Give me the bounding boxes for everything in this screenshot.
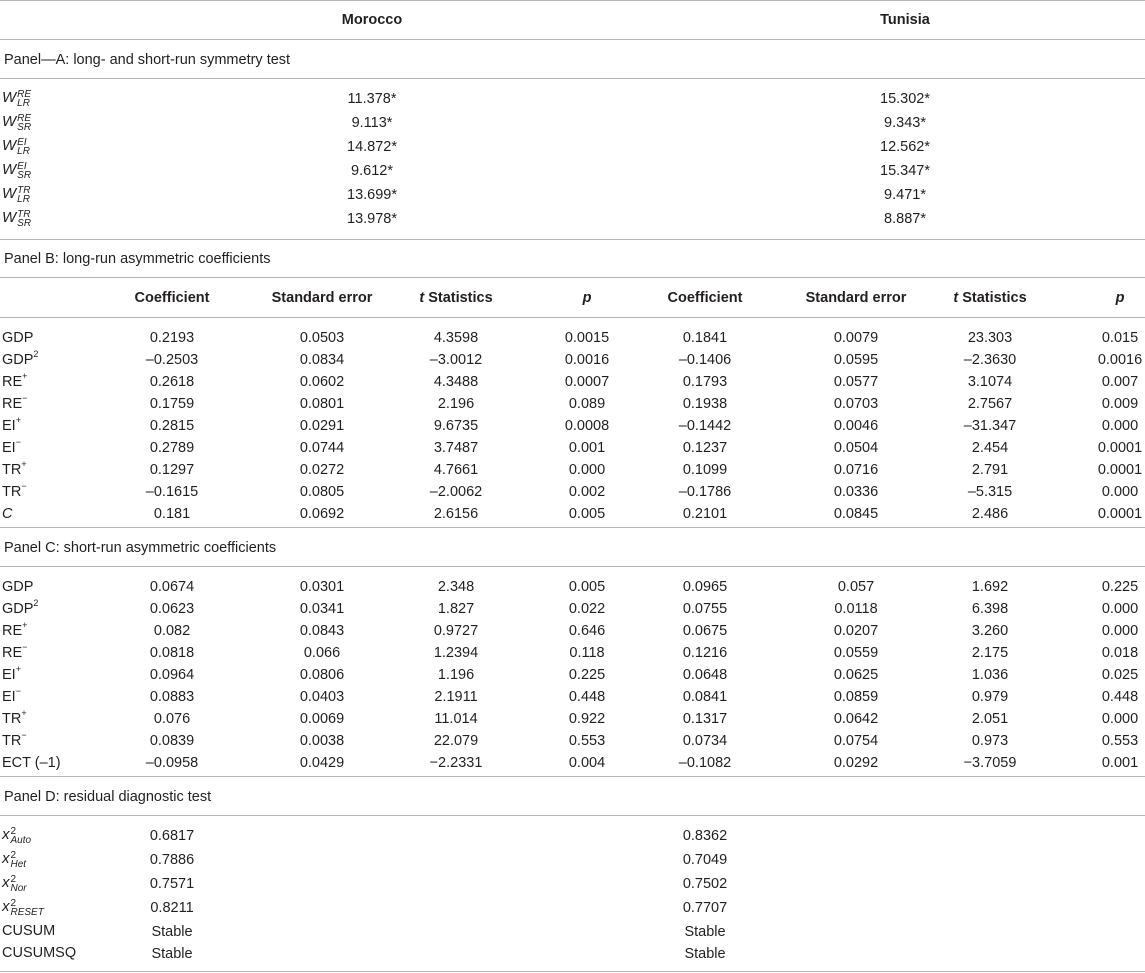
table-cell: 0.000 [568, 462, 606, 478]
table-cell: 0.979 [971, 689, 1009, 705]
table-cell: 0.0336 [833, 484, 879, 500]
value-morocco: 11.378* [347, 91, 397, 107]
row-label-sup: 2 [33, 349, 39, 360]
row-label-sup: + [15, 664, 21, 675]
table-cell: 0.0692 [299, 506, 345, 522]
row-label-text: RE [2, 396, 23, 412]
table-cell: 0.0883 [149, 689, 195, 705]
chi-square-symbol [2, 826, 31, 845]
symmetry-stat-symbol [2, 137, 30, 156]
value-tunisia: 0.7502 [682, 876, 728, 892]
table-cell: 0.022 [568, 601, 606, 617]
table-cell: 0.0015 [564, 330, 610, 346]
table-cell: 0.1841 [682, 330, 728, 346]
table-cell: –3.0012 [429, 352, 483, 368]
table-cell: 6.398 [971, 601, 1009, 617]
chi-square-symbol [2, 850, 26, 869]
row-label-sup: − [22, 393, 28, 404]
table-cell: 0.0038 [299, 733, 345, 749]
table-cell: 0.118 [569, 645, 605, 661]
table-cell: 0.0805 [299, 484, 345, 500]
row-label-text: RE [2, 623, 23, 639]
table-cell: 0.000 [1101, 711, 1139, 727]
symbol-sup: RE [17, 89, 32, 100]
row-label-text: C [2, 506, 13, 522]
row-label [2, 644, 27, 662]
rule-panel-c-top [0, 527, 1145, 528]
table-cell: 4.7661 [433, 462, 479, 478]
row-label-sup: − [15, 437, 21, 448]
table-cell: 0.0625 [833, 667, 879, 683]
value-tunisia: Stable [684, 946, 726, 962]
table-cell: 0.0207 [833, 623, 879, 639]
value-morocco: 13.699* [347, 187, 397, 203]
table-cell: 0.1759 [149, 396, 195, 412]
table-cell: 0.0674 [149, 579, 195, 595]
symbol-x: x [2, 850, 10, 867]
table-cell: 0.0118 [834, 601, 878, 617]
rule-panel-b-top [0, 239, 1145, 240]
value-morocco: 9.113* [351, 115, 393, 131]
value-morocco: 9.612* [351, 163, 393, 179]
table-cell: 22.079 [433, 733, 479, 749]
table-cell: 0.0839 [149, 733, 195, 749]
symbol-sub: Auto [10, 835, 32, 846]
symbol-sup-sub [11, 827, 32, 845]
value-morocco: 0.6817 [149, 828, 195, 844]
table-cell: –0.2503 [145, 352, 199, 368]
row-label [2, 461, 27, 479]
table-cell: –0.1442 [678, 418, 732, 434]
table-cell: 0.225 [568, 667, 606, 683]
table-cell: 0.0429 [299, 755, 345, 771]
table-cell: 4.3488 [433, 374, 479, 390]
symbol-sup: EI [17, 137, 27, 148]
symbol-sup: TR [17, 185, 31, 196]
table-cell: 0.0001 [1097, 440, 1143, 456]
row-label [2, 732, 27, 750]
table-cell: 1.2394 [433, 645, 479, 661]
symbol-sub: LR [17, 98, 30, 109]
table-cell: 0.0272 [299, 462, 345, 478]
symbol-sup-sub [17, 114, 31, 132]
row-label [2, 505, 12, 523]
table-cell: –2.0062 [429, 484, 483, 500]
table-cell: 0.0079 [833, 330, 879, 346]
table-cell: 0.0595 [833, 352, 879, 368]
rule-header [0, 39, 1145, 40]
chi-square-symbol [2, 898, 44, 917]
symbol-sup: 2 [10, 874, 17, 885]
value-morocco: 0.7571 [149, 876, 195, 892]
symbol-sub: LR [17, 194, 30, 205]
table-cell: 2.7567 [967, 396, 1013, 412]
value-tunisia: 15.347* [880, 163, 930, 179]
symbol-w: W [2, 113, 17, 130]
rule-panel-d [0, 815, 1145, 816]
table-cell: 0.448 [1101, 689, 1139, 705]
table-cell: 0.0675 [682, 623, 728, 639]
value-morocco: 13.978* [347, 211, 397, 227]
table-cell: –0.0958 [145, 755, 199, 771]
table-cell: 0.082 [153, 623, 191, 639]
col-coefficient-morocco: Coefficient [134, 290, 210, 306]
value-tunisia: 8.887* [884, 211, 926, 227]
col-t-stat-morocco: t Statistics [419, 290, 493, 306]
row-label-text: RE [2, 645, 23, 661]
row-label [2, 417, 21, 435]
table-cell: 0.0734 [682, 733, 728, 749]
table-cell: –0.1406 [678, 352, 732, 368]
table-cell: –0.1786 [678, 484, 732, 500]
symbol-sub: Nor [10, 883, 27, 894]
table-cell: 0.066 [303, 645, 341, 661]
table-cell: 2.6156 [433, 506, 479, 522]
panel-b-title: Panel B: long-run asymmetric coefficients [4, 251, 271, 267]
table-cell: 0.0845 [833, 506, 879, 522]
table-cell: 0.002 [568, 484, 606, 500]
table-cell: 0.001 [568, 440, 606, 456]
value-tunisia: Stable [684, 924, 726, 940]
symbol-sup-sub [17, 210, 31, 228]
row-label-sup: − [21, 730, 27, 741]
row-label-text: EI [2, 440, 16, 456]
table-cell: 0.2618 [149, 374, 195, 390]
table-cell: 0.225 [1101, 579, 1139, 595]
row-label [2, 600, 38, 618]
symbol-sub: LR [17, 146, 30, 157]
row-label-sup: + [21, 708, 27, 719]
symbol-w: W [2, 185, 17, 202]
value-tunisia: 0.7049 [682, 852, 728, 868]
table-cell: 0.0964 [149, 667, 195, 683]
col-std-error-morocco: Standard error [271, 290, 373, 306]
table-cell: −2.2331 [429, 755, 483, 771]
col-t-stat-tunisia: t Statistics [953, 290, 1027, 306]
rule-col-headers [0, 317, 1145, 318]
row-label-text: GDP [2, 579, 34, 595]
header-morocco: Morocco [341, 12, 403, 28]
table-cell: 0.0001 [1097, 462, 1143, 478]
table-cell: 23.303 [967, 330, 1013, 346]
value-tunisia: 0.8362 [682, 828, 728, 844]
symbol-sup: TR [17, 209, 31, 220]
table-cell: 0.0716 [833, 462, 879, 478]
table-cell: 0.0292 [833, 755, 879, 771]
row-label-sup: + [22, 620, 28, 631]
row-label [2, 483, 27, 501]
row-label [2, 710, 27, 728]
table-cell: 1.827 [437, 601, 475, 617]
table-cell: 0.000 [1101, 623, 1139, 639]
table-cell: 0.0403 [299, 689, 345, 705]
row-label: CUSUM [2, 923, 56, 939]
table-cell: 0.1216 [682, 645, 728, 661]
table-cell: 3.1074 [967, 374, 1013, 390]
symmetry-stat-symbol [2, 209, 31, 228]
table-cell: 0.018 [1101, 645, 1139, 661]
table-cell: 0.0806 [299, 667, 345, 683]
table-cell: 0.0301 [299, 579, 345, 595]
table-cell: 2.348 [437, 579, 475, 595]
table-cell: 0.0801 [299, 396, 345, 412]
table-cell: 0.0602 [299, 374, 345, 390]
table-cell: 0.2193 [149, 330, 195, 346]
table-cell: 0.0008 [564, 418, 610, 434]
value-tunisia: 9.343* [884, 115, 926, 131]
table-cell: 0.0016 [564, 352, 610, 368]
symmetry-stat-symbol [2, 161, 31, 180]
table-cell: 0.004 [568, 755, 606, 771]
table-cell: 11.014 [434, 711, 478, 727]
col-coefficient-tunisia: Coefficient [667, 290, 743, 306]
value-tunisia: 9.471* [884, 187, 926, 203]
table-cell: 0.009 [1101, 396, 1139, 412]
symbol-sup-sub [17, 162, 31, 180]
row-label-sup: + [22, 371, 28, 382]
table-cell: 3.260 [971, 623, 1009, 639]
row-label [2, 329, 33, 347]
table-cell: 0.0642 [833, 711, 879, 727]
value-tunisia: 0.7707 [682, 900, 728, 916]
table-cell: 2.051 [971, 711, 1009, 727]
table-cell: 0.007 [1101, 374, 1139, 390]
table-cell: 0.0577 [833, 374, 879, 390]
table-cell: 1.196 [437, 667, 475, 683]
symbol-x: x [2, 826, 10, 843]
symmetry-stat-symbol [2, 185, 31, 204]
table-cell: 0.015 [1101, 330, 1139, 346]
table-cell: 0.0834 [299, 352, 345, 368]
table-cell: 0.0007 [564, 374, 610, 390]
symbol-sub: SR [17, 122, 32, 133]
table-cell: 0.181 [153, 506, 191, 522]
row-label-text: GDP [2, 601, 34, 617]
table-cell: 0.1317 [682, 711, 728, 727]
table-cell: 0.1237 [682, 440, 728, 456]
row-label-text: TR [2, 711, 22, 727]
table-cell: 0.025 [1101, 667, 1139, 683]
table-cell: 0.922 [568, 711, 606, 727]
symbol-sub: SR [17, 170, 32, 181]
table-cell: 0.1938 [682, 396, 728, 412]
table-cell: 0.0754 [833, 733, 879, 749]
symbol-w: W [2, 209, 17, 226]
table-cell: −3.7059 [963, 755, 1017, 771]
table-cell: 2.175 [971, 645, 1009, 661]
chi-square-symbol [2, 874, 27, 893]
header-tunisia: Tunisia [880, 12, 930, 28]
rule-panel-b [0, 277, 1145, 278]
symbol-sup: 2 [10, 826, 17, 837]
table-cell: 0.2815 [149, 418, 195, 434]
table-cell: 0.001 [1101, 755, 1139, 771]
row-label-text: EI [2, 418, 16, 434]
table-cell: 0.0648 [682, 667, 728, 683]
table-cell: 0.9727 [433, 623, 479, 639]
symbol-sup-sub [17, 90, 31, 108]
rule-panel-d-top [0, 776, 1145, 777]
table-cell: 0.1099 [682, 462, 728, 478]
symbol-sub: Het [10, 859, 27, 870]
panel-a-title: Panel—A: long- and short-run symmetry test [4, 52, 291, 68]
symmetry-stat-symbol [2, 113, 31, 132]
table-cell: 0.2101 [682, 506, 728, 522]
row-label-sup: − [15, 686, 21, 697]
row-label-sup: 2 [33, 598, 39, 609]
symmetry-stat-symbol [2, 89, 31, 108]
row-label [2, 373, 27, 391]
table-cell: 0.057 [837, 579, 875, 595]
row-label-text: EI [2, 689, 16, 705]
table-cell: 9.6735 [433, 418, 479, 434]
row-label [2, 439, 21, 457]
rule-panel-a [0, 78, 1145, 79]
table-cell: 0.973 [971, 733, 1009, 749]
table-cell: 2.196 [437, 396, 475, 412]
row-label [2, 395, 27, 413]
col-std-error-tunisia: Standard error [805, 290, 907, 306]
symbol-sub: RESET [10, 907, 44, 918]
table-cell: 0.0843 [299, 623, 345, 639]
row-label-text: EI [2, 667, 16, 683]
row-label-text: TR [2, 733, 22, 749]
symbol-sup: RE [17, 113, 32, 124]
table-cell: 1.036 [971, 667, 1009, 683]
table-cell: 0.0703 [833, 396, 879, 412]
table-cell: 1.692 [971, 579, 1009, 595]
row-label [2, 754, 61, 772]
table-cell: 2.454 [971, 440, 1009, 456]
row-label [2, 351, 38, 369]
row-label-text: GDP [2, 352, 34, 368]
row-label [2, 666, 21, 684]
row-label-text: ECT (–1) [2, 755, 61, 771]
symbol-sub: SR [17, 218, 32, 229]
col-p-morocco: p [582, 290, 592, 306]
table-cell: 0.646 [568, 623, 606, 639]
value-morocco: 0.7886 [149, 852, 195, 868]
symbol-x: x [2, 874, 10, 891]
table-cell: –0.1082 [678, 755, 732, 771]
table-cell: 0.000 [1101, 601, 1139, 617]
symbol-w: W [2, 161, 17, 178]
table-cell: 2.486 [971, 506, 1009, 522]
table-cell: –31.347 [963, 418, 1017, 434]
symbol-sup-sub [11, 899, 44, 917]
table-cell: 0.005 [568, 579, 606, 595]
table-cell: –5.315 [967, 484, 1013, 500]
row-label-sup: + [21, 459, 27, 470]
symbol-sup-sub [17, 186, 30, 204]
table-cell: 4.3598 [433, 330, 479, 346]
rule-top [0, 0, 1145, 1]
value-morocco: Stable [151, 924, 193, 940]
symbol-x: x [2, 898, 10, 915]
row-label-sup: − [21, 481, 27, 492]
table-cell: 0.1297 [149, 462, 195, 478]
table-cell: 0.553 [568, 733, 606, 749]
symbol-sup-sub [11, 851, 27, 869]
table-cell: 0.0559 [833, 645, 879, 661]
table-cell: 2.791 [971, 462, 1009, 478]
symbol-sup-sub [17, 138, 30, 156]
table-cell: 0.000 [1101, 484, 1139, 500]
table-cell: 0.0623 [149, 601, 195, 617]
symbol-sup-sub [11, 875, 27, 893]
table-cell: 0.448 [568, 689, 606, 705]
row-label-sup: + [15, 415, 21, 426]
symbol-sup: 2 [10, 850, 17, 861]
table-cell: 0.0016 [1097, 352, 1143, 368]
table-cell: –2.3630 [963, 352, 1017, 368]
table-cell: 0.0755 [682, 601, 728, 617]
value-tunisia: 15.302* [880, 91, 930, 107]
table-cell: 0.1793 [682, 374, 728, 390]
row-label: CUSUMSQ [2, 945, 77, 961]
panel-d-title: Panel D: residual diagnostic test [4, 789, 212, 805]
row-label [2, 688, 21, 706]
table-cell: 0.0859 [833, 689, 879, 705]
value-morocco: 14.872* [347, 139, 397, 155]
row-label-text: TR [2, 462, 22, 478]
table-cell: 3.7487 [433, 440, 479, 456]
symbol-w: W [2, 137, 17, 154]
value-morocco: 0.8211 [150, 900, 194, 916]
table-cell: –0.1615 [145, 484, 199, 500]
table-cell: 0.0504 [833, 440, 879, 456]
row-label-text: RE [2, 374, 23, 390]
table-cell: 0.0965 [682, 579, 728, 595]
table-cell: 0.0291 [299, 418, 345, 434]
table-cell: 0.0069 [299, 711, 345, 727]
table-cell: 0.089 [568, 396, 606, 412]
rule-panel-c [0, 566, 1145, 567]
table-cell: 0.076 [153, 711, 191, 727]
symbol-sup: EI [17, 161, 27, 172]
panel-c-title: Panel C: short-run asymmetric coefficients [4, 540, 277, 556]
table-cell: 0.005 [568, 506, 606, 522]
table-cell: 0.0841 [682, 689, 728, 705]
row-label-text: GDP [2, 330, 34, 346]
table-cell: 0.0818 [149, 645, 195, 661]
row-label [2, 578, 33, 596]
rule-bottom [0, 971, 1145, 972]
table-cell: 0.000 [1101, 418, 1139, 434]
table-cell: 0.2789 [149, 440, 195, 456]
symbol-sup: 2 [10, 898, 17, 909]
table-cell: 0.0046 [833, 418, 879, 434]
row-label [2, 622, 27, 640]
value-morocco: Stable [151, 946, 193, 962]
table-cell: 2.1911 [434, 689, 478, 705]
table-cell: 0.553 [1101, 733, 1139, 749]
value-tunisia: 12.562* [880, 139, 930, 155]
row-label-sup: − [22, 642, 28, 653]
table-cell: 0.0341 [299, 601, 345, 617]
col-p-tunisia: p [1115, 290, 1125, 306]
table-cell: 0.0503 [299, 330, 345, 346]
row-label-text: TR [2, 484, 22, 500]
table-cell: 0.0744 [299, 440, 345, 456]
table-cell: 0.0001 [1097, 506, 1143, 522]
symbol-w: W [2, 89, 17, 106]
